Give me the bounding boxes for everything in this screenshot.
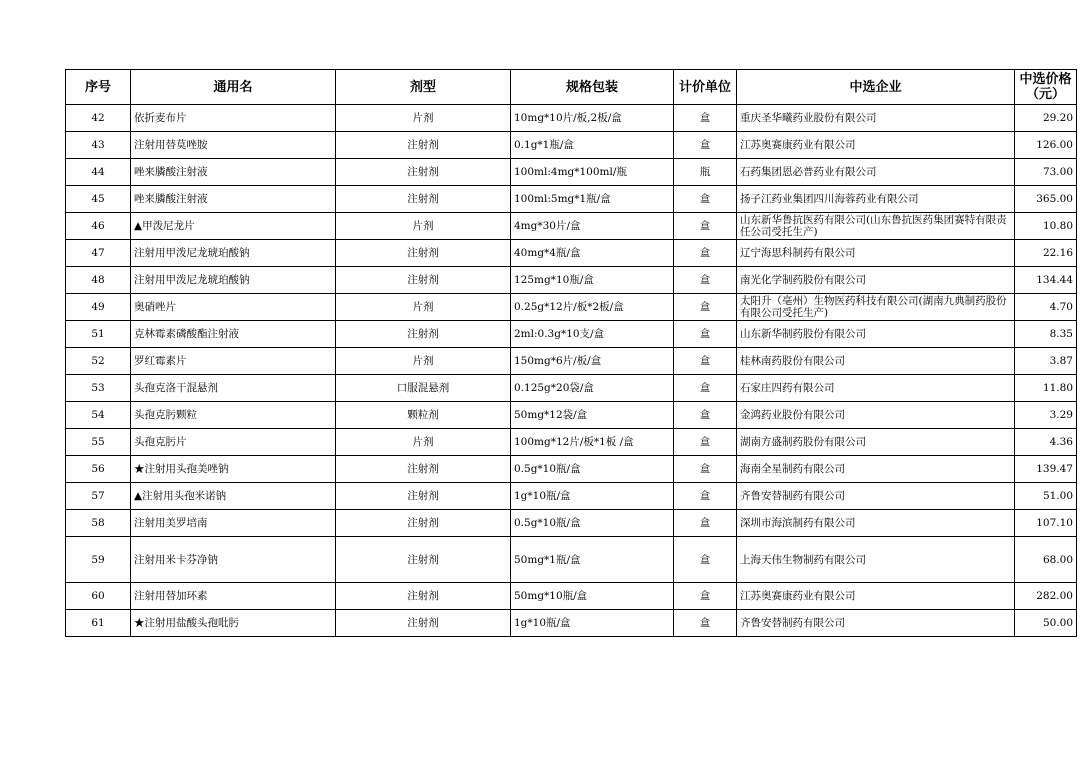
cell-unit: 盒 <box>674 132 737 159</box>
cell-spec: 10mg*10片/板,2板/盒 <box>511 105 674 132</box>
cell-price: 4.36 <box>1015 429 1077 456</box>
cell-seq: 52 <box>66 348 131 375</box>
cell-form: 口服混悬剂 <box>336 375 511 402</box>
cell-seq: 49 <box>66 294 131 321</box>
cell-company: 南光化学制药股份有限公司 <box>737 267 1015 294</box>
cell-form: 注射剂 <box>336 240 511 267</box>
cell-spec: 0.5g*10瓶/盒 <box>511 456 674 483</box>
cell-name: 注射用替莫唑胺 <box>131 132 336 159</box>
cell-price: 139.47 <box>1015 456 1077 483</box>
cell-unit: 盒 <box>674 348 737 375</box>
cell-company: 海南全星制药有限公司 <box>737 456 1015 483</box>
cell-name: 头孢克洛干混悬剂 <box>131 375 336 402</box>
header-form: 剂型 <box>336 70 511 105</box>
cell-seq: 61 <box>66 610 131 637</box>
cell-seq: 45 <box>66 186 131 213</box>
cell-name: 唑来膦酸注射液 <box>131 159 336 186</box>
header-price <box>1015 70 1077 105</box>
cell-name: ★注射用盐酸头孢吡肟 <box>131 610 336 637</box>
cell-spec: 0.125g*20袋/盒 <box>511 375 674 402</box>
table-row <box>66 186 1077 213</box>
cell-seq: 59 <box>66 537 131 583</box>
cell-company: 石家庄四药有限公司 <box>737 375 1015 402</box>
cell-spec: 50mg*12袋/盒 <box>511 402 674 429</box>
table-row <box>66 348 1077 375</box>
cell-price: 3.87 <box>1015 348 1077 375</box>
cell-company: 齐鲁安替制药有限公司 <box>737 610 1015 637</box>
cell-spec: 0.5g*10瓶/盒 <box>511 510 674 537</box>
cell-name: 注射用米卡芬净钠 <box>131 537 336 583</box>
cell-form: 注射剂 <box>336 321 511 348</box>
cell-company: 深圳市海滨制药有限公司 <box>737 510 1015 537</box>
cell-seq: 58 <box>66 510 131 537</box>
header-row <box>66 70 1077 105</box>
cell-unit: 盒 <box>674 105 737 132</box>
cell-form: 片剂 <box>336 105 511 132</box>
cell-price: 3.29 <box>1015 402 1077 429</box>
cell-name: 注射用替加环素 <box>131 583 336 610</box>
cell-price: 8.35 <box>1015 321 1077 348</box>
cell-seq: 54 <box>66 402 131 429</box>
table-row <box>66 456 1077 483</box>
cell-seq: 44 <box>66 159 131 186</box>
cell-form: 注射剂 <box>336 456 511 483</box>
cell-unit: 盒 <box>674 456 737 483</box>
header-price-line1: 中选价格 <box>1019 72 1072 87</box>
table-row <box>66 213 1077 240</box>
cell-name: ★注射用头孢美唑钠 <box>131 456 336 483</box>
cell-company: 辽宁海思科制药有限公司 <box>737 240 1015 267</box>
cell-company: 山东新华制药股份有限公司 <box>737 321 1015 348</box>
cell-price: 11.80 <box>1015 375 1077 402</box>
table-row <box>66 610 1077 637</box>
cell-unit: 盒 <box>674 510 737 537</box>
cell-name: 唑来膦酸注射液 <box>131 186 336 213</box>
cell-spec: 0.1g*1瓶/盒 <box>511 132 674 159</box>
table-row <box>66 294 1077 321</box>
cell-company: 重庆圣华曦药业股份有限公司 <box>737 105 1015 132</box>
cell-seq: 43 <box>66 132 131 159</box>
cell-company: 江苏奥赛康药业有限公司 <box>737 132 1015 159</box>
cell-price: 51.00 <box>1015 483 1077 510</box>
header-company: 中选企业 <box>737 70 1015 105</box>
cell-seq: 46 <box>66 213 131 240</box>
cell-price: 73.00 <box>1015 159 1077 186</box>
cell-seq: 47 <box>66 240 131 267</box>
table-row <box>66 429 1077 456</box>
cell-seq: 60 <box>66 583 131 610</box>
cell-unit: 盒 <box>674 267 737 294</box>
cell-unit: 盒 <box>674 610 737 637</box>
cell-spec: 100ml:4mg*100ml/瓶 <box>511 159 674 186</box>
cell-form: 注射剂 <box>336 537 511 583</box>
table-row <box>66 483 1077 510</box>
cell-name: 克林霉素磷酸酯注射液 <box>131 321 336 348</box>
cell-form: 颗粒剂 <box>336 402 511 429</box>
table-row <box>66 132 1077 159</box>
table-row <box>66 240 1077 267</box>
header-seq: 序号 <box>66 70 131 105</box>
cell-name: 头孢克肟片 <box>131 429 336 456</box>
cell-form: 注射剂 <box>336 159 511 186</box>
cell-company: 江苏奥赛康药业有限公司 <box>737 583 1015 610</box>
cell-seq: 53 <box>66 375 131 402</box>
cell-company: 太阳升（亳州）生物医药科技有限公司(湖南九典制药股份有限公司受托生产) <box>737 294 1015 321</box>
cell-form: 注射剂 <box>336 510 511 537</box>
cell-unit: 盒 <box>674 321 737 348</box>
cell-price: 68.00 <box>1015 537 1077 583</box>
cell-unit: 盒 <box>674 375 737 402</box>
cell-seq: 56 <box>66 456 131 483</box>
cell-spec: 1g*10瓶/盒 <box>511 483 674 510</box>
cell-company: 齐鲁安替制药有限公司 <box>737 483 1015 510</box>
table-row <box>66 510 1077 537</box>
cell-company: 山东新华鲁抗医药有限公司(山东鲁抗医药集团赛特有限责任公司受托生产) <box>737 213 1015 240</box>
table-body <box>66 105 1077 637</box>
cell-spec: 100mg*12片/板*1板 /盒 <box>511 429 674 456</box>
cell-name: 奥硝唑片 <box>131 294 336 321</box>
table-row <box>66 105 1077 132</box>
cell-name: ▲甲泼尼龙片 <box>131 213 336 240</box>
table-row <box>66 402 1077 429</box>
cell-spec: 40mg*4瓶/盒 <box>511 240 674 267</box>
cell-spec: 125mg*10瓶/盒 <box>511 267 674 294</box>
cell-price: 4.70 <box>1015 294 1077 321</box>
cell-name: 注射用甲泼尼龙琥珀酸钠 <box>131 267 336 294</box>
cell-spec: 150mg*6片/板/盒 <box>511 348 674 375</box>
cell-price: 29.20 <box>1015 105 1077 132</box>
cell-seq: 57 <box>66 483 131 510</box>
cell-name: 罗红霉素片 <box>131 348 336 375</box>
cell-price: 134.44 <box>1015 267 1077 294</box>
table-row <box>66 375 1077 402</box>
cell-company: 石药集团恩必普药业有限公司 <box>737 159 1015 186</box>
cell-company: 湖南方盛制药股份有限公司 <box>737 429 1015 456</box>
cell-unit: 盒 <box>674 240 737 267</box>
header-price-line2: （元） <box>1025 87 1065 102</box>
cell-name: 注射用甲泼尼龙琥珀酸钠 <box>131 240 336 267</box>
cell-spec: 50mg*1瓶/盒 <box>511 537 674 583</box>
cell-spec: 1g*10瓶/盒 <box>511 610 674 637</box>
cell-price: 22.16 <box>1015 240 1077 267</box>
cell-spec: 4mg*30片/盒 <box>511 213 674 240</box>
table-row <box>66 321 1077 348</box>
cell-price: 365.00 <box>1015 186 1077 213</box>
cell-form: 注射剂 <box>336 186 511 213</box>
cell-seq: 48 <box>66 267 131 294</box>
cell-name: 依折麦布片 <box>131 105 336 132</box>
cell-company: 上海天伟生物制药有限公司 <box>737 537 1015 583</box>
cell-name: 头孢克肟颗粒 <box>131 402 336 429</box>
cell-company: 扬子江药业集团四川海蓉药业有限公司 <box>737 186 1015 213</box>
header-unit: 计价单位 <box>674 70 737 105</box>
cell-unit: 盒 <box>674 213 737 240</box>
cell-price: 10.80 <box>1015 213 1077 240</box>
cell-spec: 50mg*10瓶/盒 <box>511 583 674 610</box>
cell-form: 片剂 <box>336 213 511 240</box>
cell-spec: 0.25g*12片/板*2板/盒 <box>511 294 674 321</box>
cell-seq: 51 <box>66 321 131 348</box>
cell-spec: 2ml:0.3g*10支/盒 <box>511 321 674 348</box>
cell-unit: 盒 <box>674 429 737 456</box>
procurement-table <box>65 69 1077 637</box>
header-spec: 规格包装 <box>511 70 674 105</box>
cell-spec: 100ml:5mg*1瓶/盒 <box>511 186 674 213</box>
cell-unit: 瓶 <box>674 159 737 186</box>
cell-form: 注射剂 <box>336 132 511 159</box>
cell-price: 107.10 <box>1015 510 1077 537</box>
cell-price: 126.00 <box>1015 132 1077 159</box>
table-row <box>66 537 1077 583</box>
cell-unit: 盒 <box>674 186 737 213</box>
cell-form: 片剂 <box>336 294 511 321</box>
cell-name: 注射用美罗培南 <box>131 510 336 537</box>
cell-unit: 盒 <box>674 402 737 429</box>
cell-price: 282.00 <box>1015 583 1077 610</box>
header-name: 通用名 <box>131 70 336 105</box>
cell-seq: 42 <box>66 105 131 132</box>
cell-form: 注射剂 <box>336 267 511 294</box>
cell-unit: 盒 <box>674 583 737 610</box>
cell-form: 片剂 <box>336 348 511 375</box>
table-row <box>66 583 1077 610</box>
cell-unit: 盒 <box>674 294 737 321</box>
cell-unit: 盒 <box>674 537 737 583</box>
cell-form: 注射剂 <box>336 583 511 610</box>
cell-company: 桂林南药股份有限公司 <box>737 348 1015 375</box>
table-row <box>66 267 1077 294</box>
cell-price: 50.00 <box>1015 610 1077 637</box>
cell-form: 注射剂 <box>336 610 511 637</box>
cell-unit: 盒 <box>674 483 737 510</box>
table-row <box>66 159 1077 186</box>
cell-form: 注射剂 <box>336 483 511 510</box>
cell-name: ▲注射用头孢米诺钠 <box>131 483 336 510</box>
cell-company: 金鸿药业股份有限公司 <box>737 402 1015 429</box>
cell-seq: 55 <box>66 429 131 456</box>
cell-form: 片剂 <box>336 429 511 456</box>
